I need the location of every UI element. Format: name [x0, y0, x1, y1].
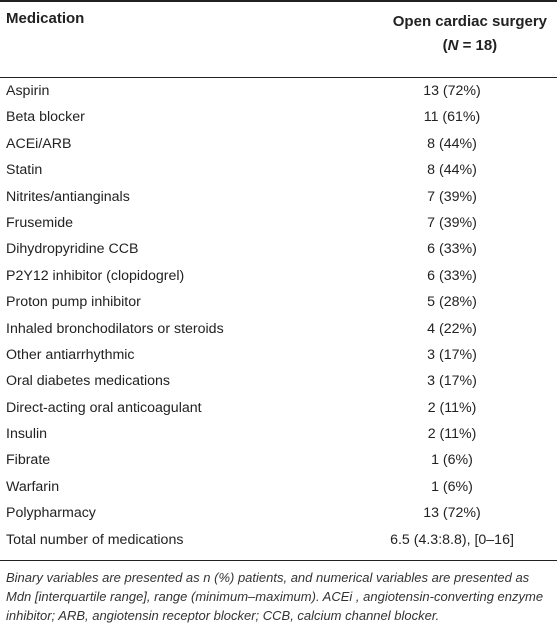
- medication-name: Aspirin: [6, 83, 50, 99]
- table-row: [0, 236, 557, 262]
- medication-value: 7 (39%): [427, 188, 477, 205]
- medication-value: 6 (33%): [427, 267, 477, 284]
- medication-name: Dihydropyridine CCB: [6, 241, 139, 258]
- column-header-medication: Medication: [6, 10, 85, 27]
- medication-value: 13 (72%): [423, 505, 481, 522]
- medication-name: ACEi/ARB: [6, 135, 72, 152]
- table-row: [0, 500, 557, 526]
- table-row: [0, 78, 557, 104]
- medication-name: Warfarin: [6, 478, 60, 495]
- table-row: [0, 263, 557, 289]
- table-top-rule: [0, 0, 557, 2]
- table-footnote: Binary variables are presented as n (%) patients, and numerical variables are presented as Mdn [interquartile range], range (minimum–maximum). ACEi , angiotensin-converting enzyme inhibitor; ARB, angiotensin receptor blocker; CCB, calcium channel blocker.: [6, 570, 544, 623]
- table-row: [0, 527, 557, 553]
- column-header-title: Open cardiac surgery: [392, 13, 547, 30]
- table-row: [0, 368, 557, 394]
- medication-name: P2Y12 inhibitor (clopidogrel): [6, 267, 185, 284]
- medication-name: Statin: [6, 162, 43, 179]
- table-row: [0, 316, 557, 342]
- medication-name: Beta blocker: [6, 109, 85, 126]
- medication-value: 7 (39%): [427, 214, 477, 231]
- medication-value: 3 (17%): [427, 373, 477, 390]
- table-row: [0, 289, 557, 315]
- medication-name: Inhaled bronchodilators or steroids: [6, 320, 224, 337]
- table-bottom-rule: [0, 560, 557, 561]
- medication-name: Direct-acting oral anticoagulant: [6, 399, 202, 416]
- medication-value: 11 (61%): [423, 109, 481, 126]
- medication-name: Fibrate: [6, 452, 51, 469]
- table-row: [0, 184, 557, 210]
- medication-name: Proton pump inhibitor: [6, 294, 141, 311]
- medication-value: 2 (11%): [427, 426, 477, 443]
- table-row: [0, 421, 557, 447]
- table-row: [0, 104, 557, 130]
- medication-value: 6.5 (4.3:8.8), [0–16]: [390, 531, 514, 548]
- medication-value: 1 (6%): [431, 478, 473, 495]
- medication-value: 13 (72%): [423, 83, 481, 99]
- medication-value: 3 (17%): [427, 346, 477, 363]
- medication-name: Other antiarrhythmic: [6, 346, 135, 363]
- table-row: [0, 474, 557, 500]
- medication-value: 6 (33%): [427, 241, 477, 258]
- table-row: [0, 157, 557, 183]
- table-body: [0, 78, 557, 553]
- medication-value: 1 (6%): [431, 452, 473, 469]
- column-header-n: (N = 18): [442, 37, 498, 54]
- table-row: [0, 447, 557, 473]
- medication-value: 2 (11%): [427, 399, 477, 416]
- table-row: [0, 131, 557, 157]
- table-row: [0, 210, 557, 236]
- medication-name: Nitrites/antianginals: [6, 188, 130, 205]
- medication-name: Insulin: [6, 426, 48, 443]
- medication-value: 8 (44%): [427, 162, 477, 179]
- table-row: [0, 395, 557, 421]
- medication-name: Polypharmacy: [6, 505, 96, 522]
- medication-value: 8 (44%): [427, 135, 477, 152]
- column-header-open-cardiac-surgery: [393, 10, 547, 58]
- medication-name: Oral diabetes medications: [6, 373, 171, 390]
- medication-value: 5 (28%): [427, 294, 477, 311]
- medication-name: Frusemide: [6, 214, 74, 231]
- medication-name: Total number of medications: [6, 531, 184, 548]
- medication-value: 4 (22%): [427, 320, 477, 337]
- table-row: [0, 342, 557, 368]
